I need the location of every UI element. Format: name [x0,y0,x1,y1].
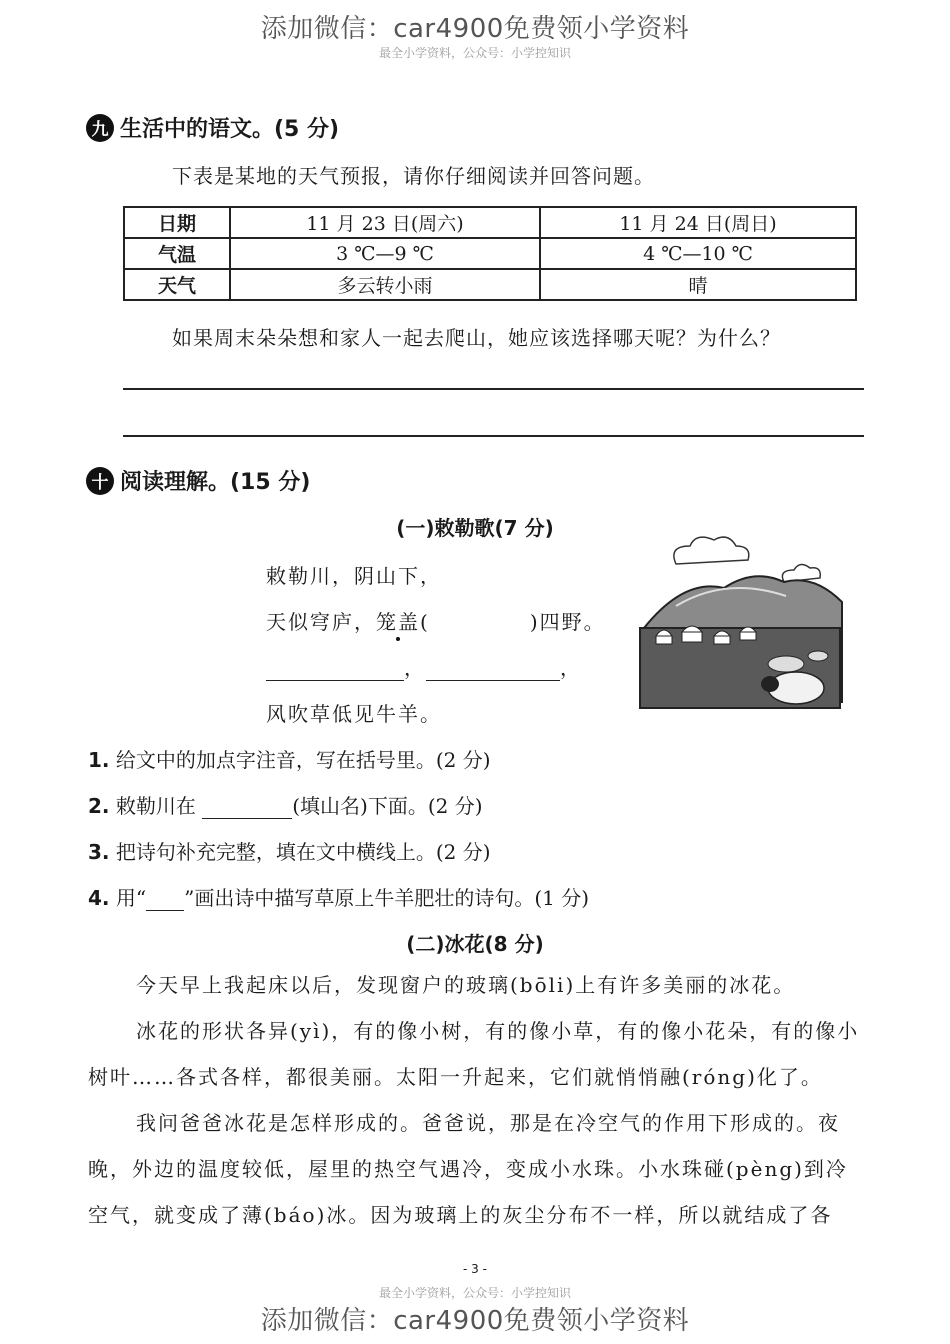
question-text: 把诗句补充完整，填在文中横线上。(2 分) [115,840,491,864]
poem-line-3 [266,652,582,681]
table-cell: 11 月 23 日(周六) [230,207,540,238]
poem-line-2-post: )四野。 [529,610,606,634]
question-text-pre: 敕勒川在 [115,794,203,818]
poem-line-3-end: ， [560,656,582,680]
poem-line-2-pre: 天似穹庐， [266,610,376,634]
poem-blank-2[interactable] [426,658,560,681]
paragraph-2: 冰花的形状各异(yì)，有的像小树，有的像小草，有的像小花朵，有的像小树叶……各式各样，都很美丽。太阳一升起来，它们就悄悄融(róng)化了。 [88,1019,860,1089]
part-2-title: (二)冰花(8 分) [406,932,544,956]
poem-line-4: 风吹草低见牛羊。 [266,702,442,726]
watermark-top-sub: 最全小学资料，公众号：小学控知识 [378,46,571,60]
grassland-illustration [636,536,846,716]
table-cell-label: 气温 [124,238,230,269]
underline-sample [146,892,184,911]
watermark-top: 添加微信：car4900免费领小学资料 [260,14,690,44]
poem-line-2 [266,606,606,635]
question-number: 4. [88,886,110,910]
question-text-post: (填山名)下面。(2 分) [292,794,483,818]
table-cell-label: 日期 [124,207,230,238]
page-number: - 3 - [463,1262,487,1276]
part-1-title: (一)敕勒歌(7 分) [396,516,554,540]
section-10-heading [86,465,310,496]
answer-line-2[interactable] [123,435,864,437]
question-number: 3. [88,840,110,864]
question-text-post: ”画出诗中描写草原上牛羊肥壮的诗句。(1 分) [184,886,590,910]
dotted-chars: 笼盖 [376,606,420,635]
watermark-bottom: 添加微信：car4900免费领小学资料 [260,1306,690,1336]
section-9-question: 如果周末朵朵想和家人一起去爬山，她应该选择哪天呢？为什么？ [172,326,781,350]
mountain-answer-blank[interactable] [202,798,292,819]
weather-table [123,206,857,301]
question-number: 1. [88,748,110,772]
table-cell: 4 ℃—10 ℃ [540,238,856,269]
question-4 [88,882,589,911]
table-row [124,207,856,238]
question-2 [88,790,483,819]
table-cell: 11 月 24 日(周日) [540,207,856,238]
question-text: 给文中的加点字注音，写在括号里。(2 分) [115,748,491,772]
section-9-badge: 九 [86,114,114,142]
question-1 [88,744,491,773]
table-row [124,269,856,300]
table-row [124,238,856,269]
section-9-intro: 下表是某地的天气预报，请你仔细阅读并回答问题。 [172,164,655,188]
poem-blank-1[interactable] [266,658,404,681]
grassland-image [636,536,846,716]
table-cell-label: 天气 [124,269,230,300]
question-text-pre: 用“ [115,886,147,910]
question-number: 2. [88,794,110,818]
poem-line-1: 敕勒川，阴山下， [266,564,442,588]
paren-open: ( [420,610,430,634]
question-3 [88,836,491,865]
section-9-heading [86,112,339,143]
answer-line-1[interactable] [123,388,864,390]
table-cell: 晴 [540,269,856,300]
paragraph-1: 今天早上我起床以后，发现窗户的玻璃(bōli)上有许多美丽的冰花。 [136,973,796,997]
table-cell: 3 ℃—9 ℃ [230,238,540,269]
table-cell: 多云转小雨 [230,269,540,300]
poem-comma: ， [404,656,426,680]
watermark-bottom-sub: 最全小学资料，公众号：小学控知识 [378,1286,571,1300]
section-10-title: 阅读理解。(15 分) [120,470,311,495]
section-10-badge: 十 [86,467,114,495]
section-9-title: 生活中的语文。(5 分) [120,117,340,142]
paragraph-3: 我问爸爸冰花是怎样形成的。爸爸说，那是在冷空气的作用下形成的。夜晚，外边的温度较低，屋里的热空气遇冷，变成小水珠。小水珠碰(pèng)到冷空气，就变成了薄(báo)冰。因为玻璃上的灰尘分布不一样，所以就结成了各 [88,1111,848,1227]
